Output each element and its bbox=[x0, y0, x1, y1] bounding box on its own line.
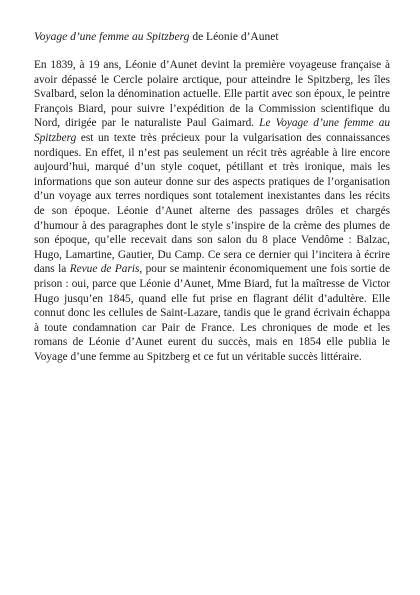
paragraph-title-italic: Le Voyage d’une femme au Spitzberg bbox=[34, 117, 390, 144]
paragraph-text-3: , pour se maintenir économiquement une fois sortie de prison : oui, parce que Léonie d’Aunet, Mme Biard, fut la maîtresse de Victor Hugo jusqu’en 1845, quand elle fut prise en flagrant délit d’adultère. Elle connut donc les cellules de Saint-Lazare, tandis que le grand écrivain échappa à toute condamnation car Pair de France. Les chroniques de mode et les romans de Léonie d’Aunet eurent du succès, mais en 1854 elle publia le Voyage d’une femme au Spitzberg et ce fut un véritable succès littéraire. bbox=[34, 263, 390, 363]
paragraph-text-2: est un texte très précieux pour la vulgarisation des connaissances nordiques. En effet, il n’est pas seulement un récit très agréable à lire encore aujourd’hui, marqué d’un style coquet, pétillant et très ironique, mais les informations que son auteur donne sur des aspects pratiques de l’organisation d’un voyage aux terres nordiques sont totalement inexistantes dans les récits de son époque. Léonie d’Aunet alterne des passages drôles et chargés d’humour à des paragraphes dont le style s’inspire de la crème des plumes de son époque, qu’elle recevait dans son salon du 8 place Vendôme : Balzac, Hugo, Lamartine, Gautier, Du Camp. Ce sera ce dernier qui l’incitera à écrire dans la bbox=[34, 131, 390, 276]
paragraph-revue-italic: Revue de Paris bbox=[69, 263, 140, 276]
document-page bbox=[34, 30, 390, 364]
paragraph-text-1: En 1839, à 19 ans, Léonie d’Aunet devint la première voyageuse française à avoir dépassé le Cercle polaire arctique, pour atteindre le Spitzberg, les îles Svalbard, selon la dénomination actuelle. Elle partit avec son époux, le peintre François Biard, pour suivre l’expédition de la Commission scientifique du Nord, dirigée par le naturaliste Paul Gaimard. bbox=[34, 59, 390, 130]
body-paragraph bbox=[34, 58, 390, 364]
book-title: Voyage d’une femme au Spitzberg bbox=[34, 31, 190, 43]
document-heading bbox=[34, 30, 390, 45]
book-author: de Léonie d’Aunet bbox=[189, 31, 279, 43]
